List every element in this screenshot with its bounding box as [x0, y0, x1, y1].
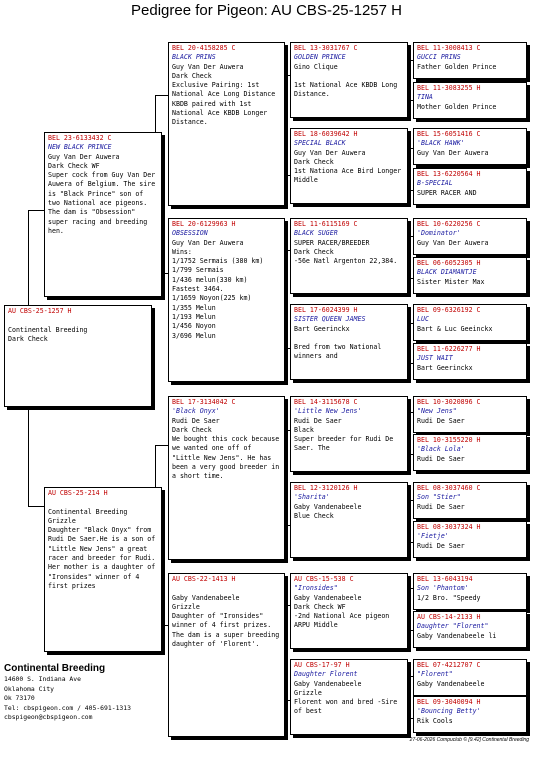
pedigree-card-gen5[interactable]	[413, 218, 527, 255]
pigeon-details: Mother Golden Prince	[417, 102, 497, 111]
pigeon-name: GOLDEN PRINCE	[294, 53, 346, 62]
pigeon-details: Bart Geerinckx	[417, 363, 473, 372]
ring-number: BEL 11-3083255 H	[417, 84, 481, 92]
ring-number: BEL 18-6039642 H	[294, 130, 358, 138]
pigeon-name: 'Bouncing Betty'	[417, 707, 481, 716]
pigeon-details: Guy Van Der Auwera	[417, 238, 489, 247]
pigeon-name: SPECIAL BLACK	[294, 139, 346, 148]
ring-number: BEL 07-4212707 C	[417, 661, 481, 669]
pigeon-name: 'Black Lola'	[417, 445, 465, 454]
ring-number: BEL 10-3020896 C	[417, 398, 481, 406]
pigeon-details: Father Golden Prince	[417, 62, 497, 71]
pigeon-details: Guy Van Der Auwera Dark Check 1st Nationa Ace Bird Longer Middle	[294, 148, 402, 185]
ring-number: BEL 12-3120126 H	[294, 484, 358, 492]
connector-line	[28, 406, 29, 506]
pedigree-card-granddam-maternal[interactable]	[168, 573, 285, 737]
pigeon-details: Sister Mister Max	[417, 277, 485, 286]
pedigree-card-gen4[interactable]	[290, 128, 408, 204]
ring-number: BEL 17-3134042 C	[172, 398, 236, 406]
pedigree-card-gen5[interactable]	[413, 659, 527, 696]
pigeon-details: Guy Van Der Auwera	[417, 148, 489, 157]
pigeon-details: Rudi De Saer Black Super breeder for Rudi De Saer. The	[294, 416, 394, 453]
pigeon-name: JUST WAIT	[417, 354, 453, 363]
pedigree-card-gen4[interactable]	[290, 396, 408, 472]
pigeon-details: Gaby Vandenabeele Dark Check WF -2nd National Ace pigeon ARPU Middle	[294, 593, 390, 630]
pedigree-card-gen5[interactable]	[413, 573, 527, 610]
ring-number: BEL 17-6024399 H	[294, 306, 358, 314]
pedigree-card-gen5[interactable]	[413, 42, 527, 79]
pedigree-card-dam[interactable]	[44, 487, 162, 652]
ring-number: AU CBS-14-2133 H	[417, 613, 481, 621]
breeder-address-line2: Oklahoma City	[4, 684, 55, 693]
breeder-info	[4, 662, 131, 723]
pedigree-card-grandsire-paternal[interactable]	[168, 42, 285, 206]
pigeon-name: 'Dominator'	[417, 229, 461, 238]
pedigree-card-gen4[interactable]	[290, 482, 408, 558]
pedigree-card-gen4[interactable]	[290, 304, 408, 380]
pigeon-details: SUPER RACER/BREEDER Dark Check -56e Natl Argenton 22,384.	[294, 238, 398, 266]
pigeon-name: "Ironsides"	[294, 584, 338, 593]
pigeon-name: SISTER QUEEN JAMES	[294, 315, 366, 324]
pigeon-details: Rik Cools	[417, 716, 453, 725]
ring-number: BEL 14-3115678 C	[294, 398, 358, 406]
pigeon-name: Daughter Florent	[294, 670, 358, 679]
pigeon-details: Rudi De Saer	[417, 502, 465, 511]
pedigree-card-subject[interactable]	[4, 305, 152, 407]
ring-number: BEL 11-6226277 H	[417, 345, 481, 353]
pigeon-name: 'Sharita'	[294, 493, 330, 502]
pigeon-name: GUCCI PRINS	[417, 53, 461, 62]
pigeon-details: Gaby Vandenabeele Blue Check	[294, 502, 362, 520]
ring-number: BEL 10-6220256 C	[417, 220, 481, 228]
connector-line	[28, 506, 44, 507]
ring-number: AU CBS-25-1257 H	[8, 307, 72, 315]
pigeon-details: Gino Clique 1st National Ace KBDB Long Distance.	[294, 62, 398, 99]
page-title: Pedigree for Pigeon: AU CBS-25-1257 H	[131, 2, 402, 19]
pigeon-details: Gaby Vandenabeele Grizzle Florent won and bred -Sire of best	[294, 679, 398, 716]
pigeon-details: Gaby Vandenabeele	[417, 679, 485, 688]
pedigree-card-gen5[interactable]	[413, 396, 527, 433]
pedigree-card-gen5[interactable]	[413, 128, 527, 165]
pedigree-card-gen5[interactable]	[413, 82, 527, 119]
connector-line	[155, 95, 168, 96]
pedigree-card-gen5[interactable]	[413, 434, 527, 471]
pedigree-card-gen5[interactable]	[413, 482, 527, 519]
pedigree-card-grandsire-maternal[interactable]	[168, 396, 285, 560]
ring-number: BEL 09-3040094 H	[417, 698, 481, 706]
ring-number: AU CBS-15-538 C	[294, 575, 354, 583]
pedigree-card-granddam-paternal[interactable]	[168, 218, 285, 382]
pigeon-details: Rudi De Saer Dark Check We bought this cock because we wanted one off of "Little New Jens". He has been a very good breeder in a short time.	[172, 416, 280, 481]
ring-number: BEL 11-6115169 C	[294, 220, 358, 228]
ring-number: BEL 23-6133432 C	[48, 134, 112, 142]
pedigree-card-gen4[interactable]	[290, 659, 408, 735]
ring-number: BEL 08-3037324 H	[417, 523, 481, 531]
pigeon-name: NEW BLACK PRINCE	[48, 143, 112, 152]
pigeon-details: Continental Breeding Grizzle Daughter "Black Onyx" from Rudi De Saer.He is a son of "Little New Jens" a great racer and breeder for Rudi. Her mother is a daughter of "Ironsides" winner of 4 first prizes	[48, 507, 156, 590]
pedigree-card-gen5[interactable]	[413, 343, 527, 380]
pigeon-name: "Florent"	[417, 670, 453, 679]
pigeon-name: 'Black Onyx'	[172, 407, 220, 416]
ring-number: BEL 11-3008413 C	[417, 44, 481, 52]
pigeon-name: B-SPECIAL	[417, 179, 453, 188]
connector-line	[155, 445, 168, 446]
pigeon-name: BLACK PRINS	[172, 53, 216, 62]
pigeon-details: Rudi De Saer	[417, 454, 465, 463]
ring-number: BEL 06-6052305 H	[417, 259, 481, 267]
ring-number: BEL 20-4158285 C	[172, 44, 236, 52]
pigeon-details: 1/2 Bro. "Speedy	[417, 593, 481, 602]
ring-number: BEL 13-3031767 C	[294, 44, 358, 52]
pigeon-name: OBSESSION	[172, 229, 208, 238]
ring-number: BEL 10-3155220 H	[417, 436, 481, 444]
pigeon-name: BLACK DIAMANTJE	[417, 268, 477, 277]
pedigree-card-gen5[interactable]	[413, 168, 527, 205]
footer-credit: 27-06-2026 Compuclub © [9.42] Continental Breeding	[409, 737, 529, 743]
pigeon-name: Son 'Phantom'	[417, 584, 469, 593]
ring-number: AU CBS-25-214 H	[48, 489, 108, 497]
ring-number: BEL 20-6129963 H	[172, 220, 236, 228]
connector-line	[28, 210, 44, 211]
pigeon-details: Guy Van Der Auwera Dark Check Exclusive Pairing: 1st National Ace Long Distance KBDB paired with 1st National Ace KBDB Longer Distance.	[172, 62, 276, 127]
breeder-name: Continental Breeding	[4, 663, 106, 674]
ring-number: BEL 13-6043194	[417, 575, 473, 583]
pedigree-card-sire[interactable]	[44, 132, 162, 297]
pigeon-name: TINA	[417, 93, 433, 102]
ring-number: BEL 08-3037460 C	[417, 484, 481, 492]
pigeon-details: SUPER RACER AND	[417, 188, 477, 197]
pigeon-name: Daughter "Florent"	[417, 622, 489, 631]
breeder-address-line3: Ok 73170	[4, 694, 35, 703]
breeder-phone: Tel: cbspigeon.com / 405-691-1313	[4, 703, 131, 712]
pedigree-card-gen5[interactable]	[413, 521, 527, 558]
pigeon-name: 'Little New Jens'	[294, 407, 362, 416]
pedigree-card-gen4[interactable]	[290, 42, 408, 118]
connector-line	[28, 210, 29, 306]
pigeon-name: Son "Stier"	[417, 493, 461, 502]
pigeon-name: "New Jens"	[417, 407, 457, 416]
pedigree-card-gen4[interactable]	[290, 573, 408, 649]
pigeon-details: Gaby Vandenabeele li	[417, 631, 497, 640]
pedigree-card-gen5[interactable]	[413, 257, 527, 294]
pigeon-details: Guy Van Der Auwera Wins: 1/1752 Sermais (380 km) 1/799 Sermais 1/436 melun(330 km) Fastest 3464. 1/1659 Noyon(225 km) 1/355 Melun 1/193 Melun 1/456 Noyon 3/696 Melun	[172, 238, 264, 340]
pigeon-details: Bart & Luc Geeinckx	[417, 324, 493, 333]
ring-number: AU CBS-17-97 H	[294, 661, 350, 669]
pigeon-name: 'Fietje'	[417, 532, 449, 541]
ring-number: BEL 15-6051416 C	[417, 130, 481, 138]
breeder-address-line1: 14600 S. Indiana Ave	[4, 675, 81, 683]
pedigree-card-gen5[interactable]	[413, 611, 527, 648]
pigeon-name: LUC	[417, 315, 429, 324]
pigeon-details: Bart Geerinckx Bred from two National winners and	[294, 324, 382, 361]
pedigree-card-gen5[interactable]	[413, 696, 527, 733]
pigeon-details: Guy Van Der Auwera Dark Check WF Super cock from Guy Van Der Auwera of Belgium. The sire is "Black Prince" son of two National ace pigeons. The dam is "Obsession" super racing and breeding hen.	[48, 152, 156, 235]
pigeon-details: Rudi De Saer	[417, 541, 465, 550]
ring-number: BEL 09-6326192 C	[417, 306, 481, 314]
pigeon-details: Rudi De Saer	[417, 416, 465, 425]
breeder-email[interactable]: cbspigeon@cbspigeon.com	[4, 713, 93, 722]
ring-number: BEL 13-6220564 H	[417, 170, 481, 178]
pigeon-name: BLACK SUGER	[294, 229, 338, 238]
ring-number: AU CBS-22-1413 H	[172, 575, 236, 583]
pigeon-details: Gaby Vandenabeele Grizzle Daughter of "Ironsides" winner of 4 first prizes. The dam is a super breeding daughter of 'Florent'.	[172, 593, 280, 649]
pigeon-details: Continental Breeding Dark Check	[8, 325, 88, 343]
pigeon-name: 'BLACK HAWK'	[417, 139, 465, 148]
pedigree-card-gen4[interactable]	[290, 218, 408, 294]
pedigree-card-gen5[interactable]	[413, 304, 527, 341]
